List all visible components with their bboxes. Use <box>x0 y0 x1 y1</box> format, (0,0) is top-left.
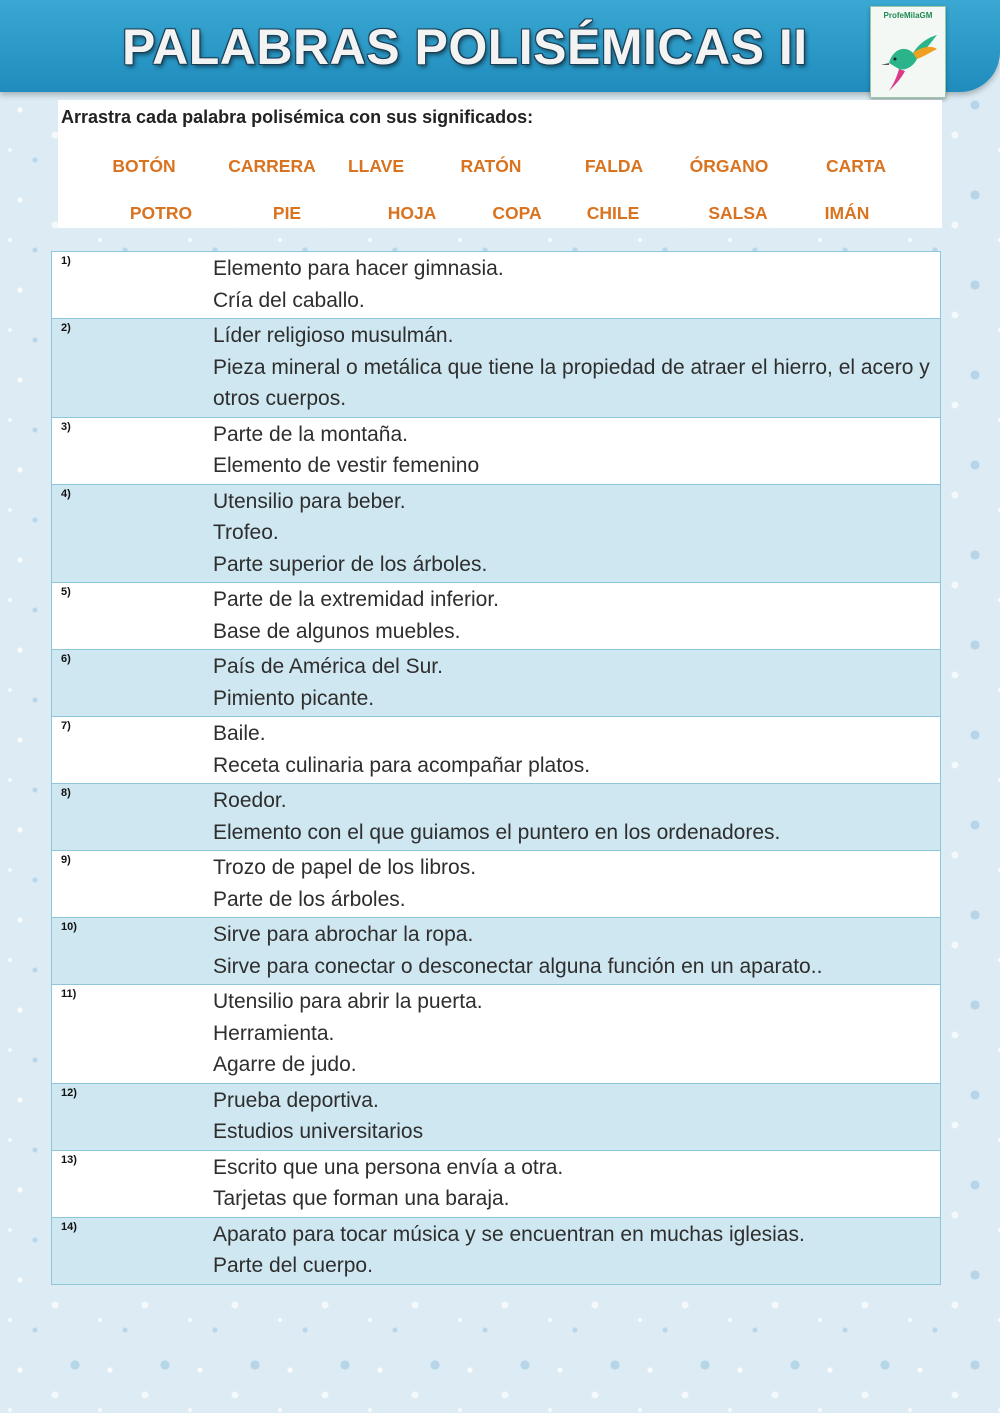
table-row <box>52 485 940 584</box>
table-row <box>52 650 940 717</box>
table-row <box>52 1084 940 1151</box>
word-pie[interactable]: PIE <box>272 203 302 223</box>
definition-line: Agarre de judo. <box>213 1053 357 1076</box>
drop-zone-6[interactable] <box>52 650 203 716</box>
row-number: 14) <box>61 1220 77 1233</box>
table-row <box>52 851 940 918</box>
word-boton[interactable]: BOTÓN <box>112 156 176 176</box>
drop-zone-8[interactable] <box>52 784 203 850</box>
logo <box>870 6 946 98</box>
definitions-table <box>51 251 941 1285</box>
word-bank <box>58 100 942 228</box>
drop-zone-12[interactable] <box>52 1084 203 1150</box>
table-row <box>52 918 940 985</box>
definition-line: Elemento de vestir femenino <box>213 454 480 477</box>
definition-line: Cría del caballo. <box>213 288 365 312</box>
definitions <box>203 650 940 716</box>
word-potro[interactable]: POTRO <box>129 203 193 223</box>
table-row <box>52 1151 940 1218</box>
table-row <box>52 784 940 851</box>
definition-line: Base de algunos muebles. <box>213 619 461 643</box>
definition-line: Trozo de papel de los libros. <box>213 856 477 879</box>
page-title: PALABRAS POLISÉMICAS II <box>122 19 808 75</box>
definition-line: Líder religioso musulmán. <box>213 324 454 347</box>
word-iman[interactable]: IMÁN <box>824 203 870 223</box>
table-row <box>52 583 940 650</box>
definition-line: Pimiento picante. <box>213 686 375 710</box>
definition-line: Parte de los árboles. <box>213 887 406 911</box>
word-falda[interactable]: FALDA <box>584 156 644 176</box>
definition-line: Aparato para tocar música y se encuentran en muchas iglesias. <box>213 1222 805 1246</box>
header-banner <box>0 0 1000 92</box>
word-raton[interactable]: RATÓN <box>460 156 522 176</box>
definition-line: Roedor. <box>213 789 287 812</box>
definition-line: Receta culinaria para acompañar platos. <box>213 753 591 777</box>
definition-line: Herramienta. <box>213 1021 335 1045</box>
definition-line: Utensilio para beber. <box>213 489 406 513</box>
row-number: 7) <box>61 720 71 732</box>
drop-zone-9[interactable] <box>52 851 203 917</box>
word-hoja[interactable]: HOJA <box>387 203 437 223</box>
word-salsa[interactable]: SALSA <box>708 203 768 223</box>
drop-zone-13[interactable] <box>52 1151 203 1217</box>
drop-zone-3[interactable] <box>52 418 203 484</box>
definition-line: Parte del cuerpo. <box>213 1254 373 1277</box>
word-llave[interactable]: LLAVE <box>347 156 405 176</box>
definitions <box>203 418 940 484</box>
row-number: 3) <box>61 420 71 433</box>
drop-zone-5[interactable] <box>52 583 203 649</box>
row-number: 13) <box>61 1153 77 1166</box>
drop-zone-7[interactable] <box>52 717 203 783</box>
word-copa[interactable]: COPA <box>492 203 542 223</box>
definitions <box>203 583 940 649</box>
row-number: 10) <box>61 921 77 933</box>
instruction-text: Arrastra cada palabra polisémica con sus significados: <box>61 107 534 127</box>
definition-line: Elemento para hacer gimnasia. <box>213 257 504 280</box>
row-number: 5) <box>61 586 71 598</box>
row-number: 6) <box>61 653 71 665</box>
definition-line: Escrito que una persona envía a otra. <box>213 1155 564 1179</box>
definition-line: Pieza mineral o metálica que tiene la propiedad de atraer el hierro, el acero y otros cuerpos. <box>213 355 930 410</box>
definitions <box>203 252 940 318</box>
row-number: 12) <box>61 1086 77 1099</box>
definition-line: Sirve para abrochar la ropa. <box>213 923 474 946</box>
definition-line: Sirve para conectar o desconectar alguna función en un aparato.. <box>213 954 823 978</box>
definitions <box>203 485 940 583</box>
definitions <box>203 319 940 417</box>
drop-zone-10[interactable] <box>52 918 203 984</box>
definition-line: Tarjetas que forman una baraja. <box>213 1187 510 1210</box>
drop-zone-14[interactable] <box>52 1218 203 1284</box>
row-number: 9) <box>61 854 71 866</box>
row-number: 11) <box>61 988 77 1000</box>
definition-line: País de América del Sur. <box>213 655 443 678</box>
drop-zone-11[interactable] <box>52 985 203 1083</box>
drop-zone-1[interactable] <box>52 252 203 318</box>
drop-zone-4[interactable] <box>52 485 203 583</box>
drop-zone-2[interactable] <box>52 319 203 417</box>
definitions <box>203 851 940 917</box>
definition-line: Trofeo. <box>213 521 279 544</box>
hummingbird-icon <box>879 23 939 93</box>
definitions <box>203 1218 940 1284</box>
definitions <box>203 717 940 783</box>
definition-line: Parte de la extremidad inferior. <box>213 588 499 611</box>
table-row <box>52 1218 940 1284</box>
word-carta[interactable]: CARTA <box>826 156 886 176</box>
definition-line: Utensilio para abrir la puerta. <box>213 990 483 1013</box>
definitions <box>203 1084 940 1150</box>
definition-line: Parte superior de los árboles. <box>213 552 488 576</box>
row-number: 1) <box>61 255 71 267</box>
table-row <box>52 252 940 319</box>
table-row <box>52 319 940 418</box>
definition-line: Baile. <box>213 722 266 745</box>
table-row <box>52 985 940 1084</box>
table-row <box>52 418 940 485</box>
row-number: 8) <box>61 787 71 799</box>
definitions <box>203 985 940 1083</box>
definitions <box>203 1151 940 1217</box>
logo-text: ProfeMilaGM <box>883 11 933 20</box>
definition-line: Elemento con el que guiamos el puntero en los ordenadores. <box>213 820 781 844</box>
definition-line: Estudios universitarios <box>213 1120 424 1143</box>
word-organo[interactable]: ÓRGANO <box>689 156 769 176</box>
definitions <box>203 918 940 984</box>
word-chile[interactable]: CHILE <box>586 203 640 223</box>
word-carrera[interactable]: CARRERA <box>228 156 316 176</box>
definitions <box>203 784 940 850</box>
definition-line: Prueba deportiva. <box>213 1088 379 1112</box>
row-number: 4) <box>61 487 71 500</box>
table-row <box>52 717 940 784</box>
definition-line: Parte de la montaña. <box>213 422 408 446</box>
row-number: 2) <box>61 322 71 334</box>
